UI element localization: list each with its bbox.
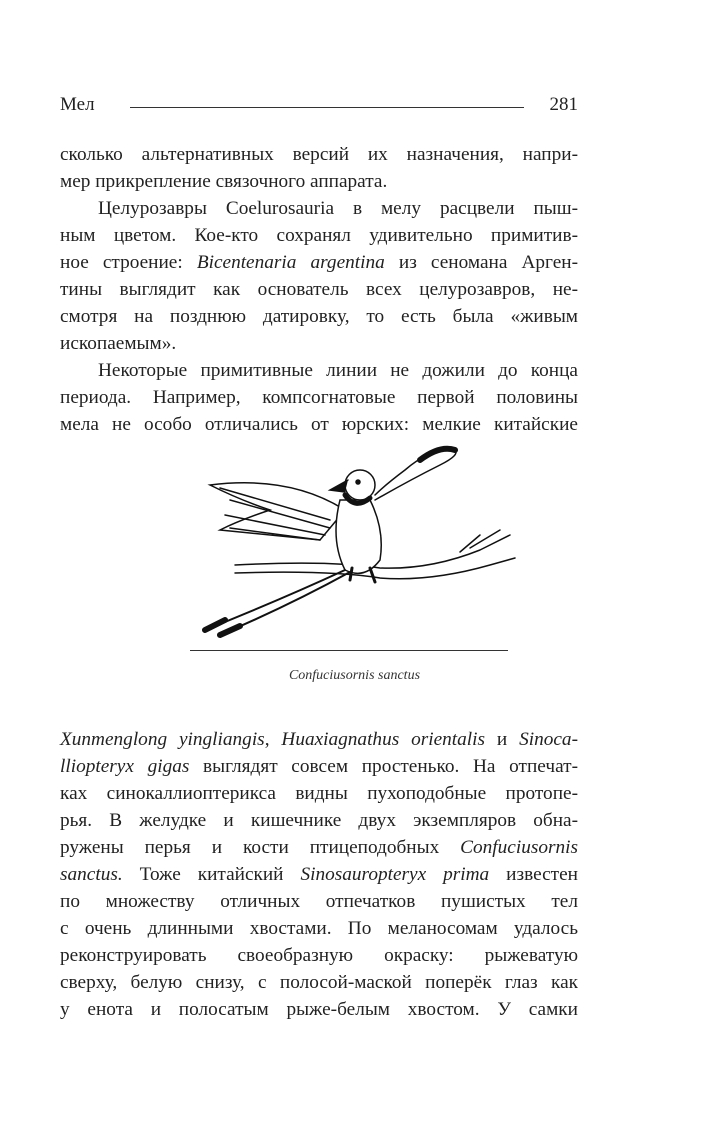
text-line [60, 195, 578, 222]
italic-taxon-name: Sinoca- [519, 729, 578, 750]
text-line [60, 915, 578, 942]
text-run: у енота и полосатым рыже-белым хвостом. У самки [60, 999, 578, 1020]
text-line [60, 996, 578, 1023]
page-number: 281 [549, 94, 578, 115]
text-run: реконструировать своеобразную окраску: рыжеватую [60, 945, 578, 966]
text-run: ным цветом. Кое-кто сохранял удивительно примитив- [60, 225, 578, 246]
text-run: сверху, белую снизу, с полосой-маской поперёк глаз как [60, 972, 578, 993]
text-block-bottom [60, 726, 578, 1023]
italic-taxon-name: Huaxiagnathus orientalis [281, 729, 486, 750]
text-run: с очень длинными хвостами. По меланосомам удалось [60, 918, 578, 939]
text-run: тины выглядит как основатель всех целурозавров, не- [60, 279, 578, 300]
text-run: выглядят совсем простенько. На отпечат- [189, 756, 578, 777]
text-run: ископаемым». [60, 333, 177, 354]
text-block-top [60, 141, 578, 438]
italic-taxon-name: Xunmenglong yingliangis [60, 729, 265, 750]
text-line [60, 357, 578, 384]
figure-rule [190, 650, 508, 651]
text-run: , [264, 729, 282, 750]
text-line [60, 726, 578, 753]
text-line [60, 222, 578, 249]
text-run: Некоторые примитивные линии не дожили до конца [98, 360, 578, 381]
text-line [60, 384, 578, 411]
header-rule [130, 107, 524, 108]
text-line [60, 411, 578, 438]
text-line [60, 888, 578, 915]
text-run: рья. В желудке и кишечнике двух экземпляров обна- [60, 810, 578, 831]
text-run: мела не особо отличались от юрских: мелкие китайские [60, 414, 578, 435]
text-line [60, 303, 578, 330]
text-run: ружены перья и кости птицеподобных [60, 837, 461, 858]
text-line [60, 861, 578, 888]
text-run: сколько альтернативных версий их назначения, напри- [60, 144, 578, 165]
text-run: смотря на позднюю датировку, то есть была «живым [60, 306, 578, 327]
bird-illustration [180, 440, 520, 645]
text-run: известен [489, 864, 578, 885]
text-line [60, 330, 578, 357]
text-run: Тоже китайский [122, 864, 301, 885]
text-run: из сеномана Арген- [384, 252, 578, 273]
text-run: ное строение: [60, 252, 197, 273]
text-run: Целурозавры Coelurosauria в мелу расцвели пыш- [98, 198, 578, 219]
italic-taxon-name: Sinosauropteryx prima [300, 864, 490, 885]
text-line [60, 141, 578, 168]
text-line [60, 276, 578, 303]
italic-taxon-name: Confuciusornis [460, 837, 578, 858]
text-line [60, 168, 578, 195]
figure-caption: Confuciusornis sanctus [288, 668, 421, 683]
text-line [60, 780, 578, 807]
text-run: и [485, 729, 520, 750]
text-line [60, 969, 578, 996]
text-run: мер прикрепление связочного аппарата. [60, 171, 388, 192]
chapter-title: Мел [60, 94, 95, 115]
text-run: по множеству отличных отпечатков пушистых тел [60, 891, 578, 912]
italic-taxon-name: Bicentenaria argentina [196, 252, 385, 273]
italic-taxon-name: sanctus. [60, 864, 123, 885]
text-run: ках синокаллиоптерикса видны пухоподобные протопе- [60, 783, 578, 804]
text-line [60, 807, 578, 834]
text-line [60, 249, 578, 276]
italic-taxon-name: lliopteryx gigas [60, 756, 190, 777]
text-line [60, 834, 578, 861]
text-run: периода. Например, компсогнатовые первой половины [60, 387, 578, 408]
running-header [60, 94, 578, 120]
text-line [60, 942, 578, 969]
text-line [60, 753, 578, 780]
